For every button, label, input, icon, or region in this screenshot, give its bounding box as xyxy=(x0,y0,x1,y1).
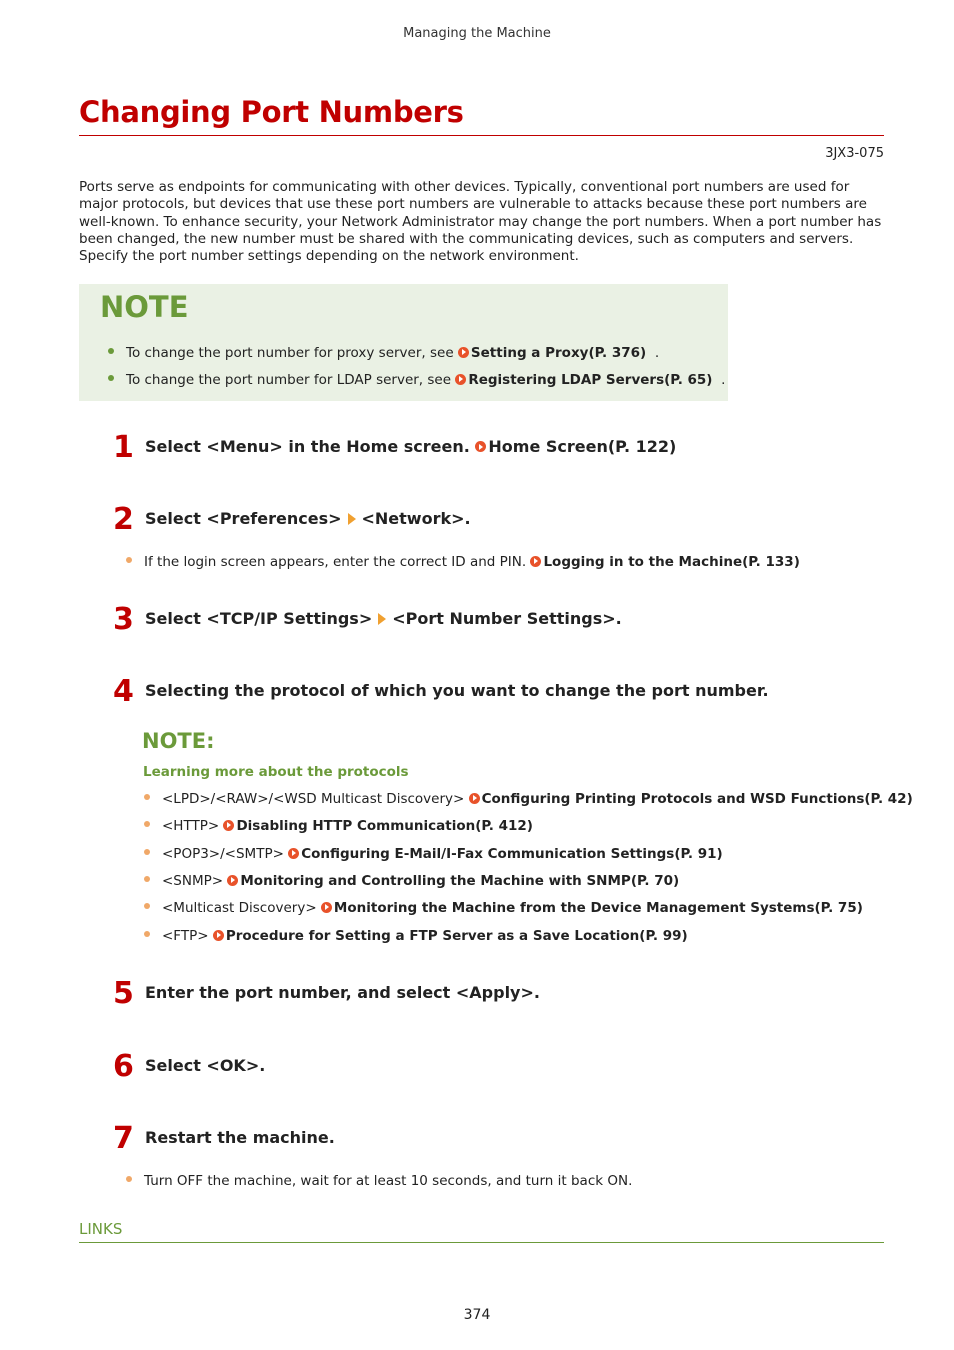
protocol-item: <LPD>/<RAW>/<WSD Multicast Discovery> Configuring Printing Protocols and WSD Functions(P. 42) xyxy=(144,791,913,807)
arrow-right-icon xyxy=(378,613,386,625)
link-logging-in[interactable]: Logging in to the Machine(P. 133) xyxy=(543,554,800,570)
step-note-title: NOTE: xyxy=(142,729,215,753)
link-ftp-server[interactable]: Procedure for Setting a FTP Server as a Save Location(P. 99) xyxy=(225,928,688,944)
bullet-icon xyxy=(144,903,150,909)
document-id: 3JX3-075 xyxy=(825,146,884,161)
bullet-icon xyxy=(108,375,114,381)
title-divider xyxy=(79,135,884,136)
bullet-icon xyxy=(144,849,150,855)
link-arrow-icon xyxy=(223,820,234,831)
step-bullet: If the login screen appears, enter the correct ID and PIN. Logging in to the Machine(P. 133) xyxy=(126,554,800,570)
link-arrow-icon xyxy=(213,930,224,941)
bullet-icon xyxy=(144,821,150,827)
step-number: 2 xyxy=(113,502,134,537)
link-printing-protocols[interactable]: Configuring Printing Protocols and WSD Functions(P. 42) xyxy=(481,791,913,807)
bullet-icon xyxy=(126,1176,132,1182)
intro-line: Ports serve as endpoints for communicating with other devices. Typically, conventional port numbers are used for xyxy=(79,179,850,195)
step-text: Enter the port number, and select <Apply>. xyxy=(145,983,540,1002)
step-bullet: Turn OFF the machine, wait for at least 10 seconds, and turn it back ON. xyxy=(126,1173,632,1189)
page-number: 374 xyxy=(463,1307,491,1323)
intro-line: major protocols, but devices that use these port numbers are vulnerable to attacks because these port numbers are xyxy=(79,196,867,213)
link-home-screen[interactable]: Home Screen(P. 122) xyxy=(488,437,677,456)
step-number: 7 xyxy=(113,1121,134,1156)
link-arrow-icon xyxy=(321,902,332,913)
bullet-icon xyxy=(144,876,150,882)
link-registering-ldap-servers[interactable]: Registering LDAP Servers(P. 65) xyxy=(468,372,713,388)
note-item: To change the port number for proxy server, see Setting a Proxy(P. 376) . xyxy=(108,345,659,361)
intro-line: been changed, the new number must be shared with the communicating devices, such as computers and servers. xyxy=(79,230,854,247)
link-arrow-icon xyxy=(469,793,480,804)
links-divider xyxy=(79,1242,884,1243)
step-number: 6 xyxy=(113,1049,134,1084)
link-arrow-icon xyxy=(455,374,466,385)
step-number: 5 xyxy=(113,976,134,1011)
link-email-ifax[interactable]: Configuring E-Mail/I-Fax Communication Settings(P. 91) xyxy=(301,846,723,862)
link-arrow-icon xyxy=(227,875,238,886)
note-item: To change the port number for LDAP server, see Registering LDAP Servers(P. 65) . xyxy=(108,372,725,388)
link-arrow-icon xyxy=(458,347,469,358)
protocol-item: <FTP> Procedure for Setting a FTP Server as a Save Location(P. 99) xyxy=(144,928,688,944)
page-title: Changing Port Numbers xyxy=(79,95,464,129)
intro-line: Specify the port number settings depending on the network environment. xyxy=(79,248,579,265)
step-note-subtitle: Learning more about the protocols xyxy=(143,764,409,780)
running-header: Managing the Machine xyxy=(403,26,551,41)
link-arrow-icon xyxy=(475,441,486,452)
intro-paragraph xyxy=(79,179,885,265)
link-snmp[interactable]: Monitoring and Controlling the Machine with SNMP(P. 70) xyxy=(240,873,680,889)
note-title: NOTE xyxy=(100,290,189,324)
bullet-icon xyxy=(144,931,150,937)
step-text: Select <TCP/IP Settings> <Port Number Settings>. xyxy=(145,609,622,628)
links-heading: LINKS xyxy=(79,1220,123,1238)
link-setting-a-proxy[interactable]: Setting a Proxy(P. 376) xyxy=(470,345,647,361)
arrow-right-icon xyxy=(348,513,356,525)
link-device-management[interactable]: Monitoring the Machine from the Device Management Systems(P. 75) xyxy=(333,900,863,916)
step-text: Select <Preferences> <Network>. xyxy=(145,509,471,528)
link-disabling-http[interactable]: Disabling HTTP Communication(P. 412) xyxy=(236,818,533,834)
step-number: 4 xyxy=(113,674,134,709)
protocol-item: <SNMP> Monitoring and Controlling the Machine with SNMP(P. 70) xyxy=(144,873,679,889)
protocol-item: <Multicast Discovery> Monitoring the Machine from the Device Management Systems(P. 75) xyxy=(144,900,863,916)
step-number: 3 xyxy=(113,602,134,637)
link-arrow-icon xyxy=(288,848,299,859)
step-text: Select <OK>. xyxy=(145,1056,266,1075)
step-text: Restart the machine. xyxy=(145,1128,335,1147)
link-arrow-icon xyxy=(530,556,541,567)
protocol-item: <POP3>/<SMTP> Configuring E-Mail/I-Fax Communication Settings(P. 91) xyxy=(144,846,723,862)
intro-line: well-known. To enhance security, your Network Administrator may change the port numbers. When a port number has xyxy=(79,213,882,230)
bullet-icon xyxy=(108,348,114,354)
step-text: Selecting the protocol of which you want to change the port number. xyxy=(145,681,769,700)
bullet-icon xyxy=(144,794,150,800)
step-text: Select <Menu> in the Home screen. Home Screen(P. 122) xyxy=(145,437,677,456)
step-number: 1 xyxy=(113,430,134,465)
bullet-icon xyxy=(126,557,132,563)
protocol-item: <HTTP> Disabling HTTP Communication(P. 412) xyxy=(144,818,533,834)
